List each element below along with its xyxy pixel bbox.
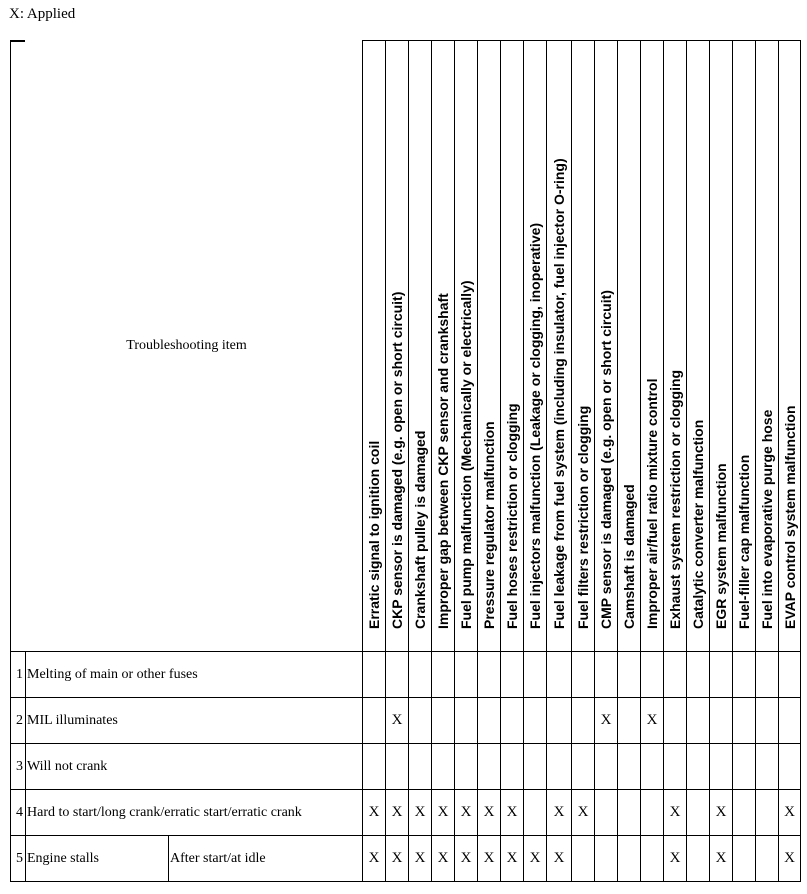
mark-cell [618, 698, 641, 744]
mark-cell [733, 744, 756, 790]
table-row [11, 698, 801, 744]
mark-cell [756, 698, 779, 744]
column-header-label: Erratic signal to ignition coil [366, 440, 382, 629]
column-header [432, 41, 455, 652]
column-header-label: Fuel injectors malfunction (Leakage or clogging, inoperative) [527, 222, 543, 629]
mark-cell [524, 652, 547, 698]
mark-cell [501, 698, 524, 744]
mark-cell [595, 744, 618, 790]
mark-cell [409, 744, 432, 790]
column-header [409, 41, 432, 652]
column-header-label: Fuel-filler cap malfunction [736, 454, 752, 629]
column-header-label: CKP sensor is damaged (e.g. open or short circuit) [389, 291, 405, 629]
mark-cell [687, 744, 710, 790]
mark-cell [572, 698, 595, 744]
mark-cell [572, 836, 595, 882]
column-header [687, 41, 710, 652]
mark-cell [455, 698, 478, 744]
column-header-label: Fuel filters restriction or clogging [575, 405, 591, 629]
mark-cell: X [478, 836, 501, 882]
column-header [478, 41, 501, 652]
column-header [618, 41, 641, 652]
column-header [363, 41, 386, 652]
mark-cell [687, 652, 710, 698]
row-number: 5 [11, 836, 26, 882]
row-item: Melting of main or other fuses [26, 652, 363, 698]
mark-cell: X [501, 836, 524, 882]
mark-cell [455, 652, 478, 698]
mark-cell [363, 744, 386, 790]
mark-cell [664, 744, 687, 790]
mark-cell: X [386, 836, 409, 882]
mark-cell [687, 836, 710, 882]
column-header [756, 41, 779, 652]
mark-cell [572, 652, 595, 698]
column-header [641, 41, 664, 652]
mark-cell [779, 652, 801, 698]
row-item: Will not crank [26, 744, 363, 790]
mark-cell [547, 744, 572, 790]
mark-cell [409, 698, 432, 744]
row-number: 2 [11, 698, 26, 744]
mark-cell: X [409, 790, 432, 836]
mark-cell: X [595, 698, 618, 744]
mark-cell [687, 790, 710, 836]
mark-cell: X [710, 836, 733, 882]
table-row [11, 836, 801, 882]
mark-cell: X [409, 836, 432, 882]
column-header [572, 41, 595, 652]
column-header [524, 41, 547, 652]
mark-cell: X [432, 790, 455, 836]
mark-cell: X [386, 698, 409, 744]
legend-note: X: Applied [9, 6, 76, 22]
mark-cell: X [779, 836, 801, 882]
mark-cell: X [572, 790, 595, 836]
mark-cell [595, 652, 618, 698]
mark-cell [524, 698, 547, 744]
mark-cell [363, 652, 386, 698]
mark-cell: X [641, 698, 664, 744]
column-header-label: Fuel hoses restriction or clogging [504, 403, 520, 629]
mark-cell [386, 652, 409, 698]
mark-cell [618, 790, 641, 836]
column-header-label: Fuel into evaporative purge hose [759, 409, 775, 629]
mark-cell: X [547, 836, 572, 882]
mark-cell [756, 836, 779, 882]
mark-cell [432, 698, 455, 744]
troubleshooting-item-header: Troubleshooting item [11, 41, 363, 652]
row-number: 1 [11, 652, 26, 698]
mark-cell: X [386, 790, 409, 836]
table-row [11, 790, 801, 836]
mark-cell [501, 652, 524, 698]
mark-cell [687, 698, 710, 744]
column-header [455, 41, 478, 652]
column-header-label: CMP sensor is damaged (e.g. open or short circuit) [598, 290, 614, 629]
column-header-label: Crankshaft pulley is damaged [412, 430, 428, 629]
mark-cell [641, 836, 664, 882]
column-header-label: Exhaust system restriction or clogging [667, 369, 683, 629]
mark-cell [710, 698, 733, 744]
mark-cell [478, 652, 501, 698]
mark-cell [664, 698, 687, 744]
mark-cell [710, 744, 733, 790]
mark-cell: X [363, 790, 386, 836]
mark-cell [386, 744, 409, 790]
row-item: Engine stalls [26, 836, 169, 882]
mark-cell [478, 744, 501, 790]
column-header-label: Improper air/fuel ratio mixture control [644, 378, 660, 629]
row-item: MIL illuminates [26, 698, 363, 744]
mark-cell [409, 652, 432, 698]
column-header [733, 41, 756, 652]
column-header-label: Catalytic converter malfunction [690, 419, 706, 629]
column-header [779, 41, 801, 652]
column-header [501, 41, 524, 652]
column-header-label: Camshaft is damaged [621, 484, 637, 629]
mark-cell [618, 836, 641, 882]
troubleshooting-table [10, 40, 801, 882]
column-header-label: Fuel pump malfunction (Mechanically or electrically) [458, 280, 474, 629]
mark-cell: X [432, 836, 455, 882]
column-header-label: Improper gap between CKP sensor and crankshaft [435, 293, 451, 629]
mark-cell [756, 790, 779, 836]
column-header [664, 41, 687, 652]
mark-cell [756, 652, 779, 698]
mark-cell [524, 790, 547, 836]
mark-cell: X [363, 836, 386, 882]
row-item: Hard to start/long crank/erratic start/erratic crank [26, 790, 363, 836]
row-number: 4 [11, 790, 26, 836]
mark-cell [595, 790, 618, 836]
row-sub-item: After start/at idle [169, 836, 363, 882]
mark-cell: X [524, 836, 547, 882]
mark-cell [547, 652, 572, 698]
mark-cell: X [455, 836, 478, 882]
mark-cell [478, 698, 501, 744]
mark-cell: X [710, 790, 733, 836]
mark-cell: X [455, 790, 478, 836]
header-row [11, 41, 801, 652]
mark-cell [363, 698, 386, 744]
mark-cell: X [779, 790, 801, 836]
mark-cell [756, 744, 779, 790]
mark-cell [733, 836, 756, 882]
mark-cell [664, 652, 687, 698]
mark-cell [501, 744, 524, 790]
mark-cell: X [664, 790, 687, 836]
table-row [11, 652, 801, 698]
mark-cell [572, 744, 595, 790]
column-header-label: EVAP control system malfunction [781, 405, 798, 629]
mark-cell [641, 652, 664, 698]
mark-cell [710, 652, 733, 698]
mark-cell [524, 744, 547, 790]
column-header [547, 41, 572, 652]
mark-cell [432, 652, 455, 698]
mark-cell [779, 698, 801, 744]
mark-cell [618, 652, 641, 698]
mark-cell: X [547, 790, 572, 836]
mark-cell [455, 744, 478, 790]
mark-cell [641, 790, 664, 836]
mark-cell [733, 698, 756, 744]
mark-cell [641, 744, 664, 790]
table-row [11, 744, 801, 790]
mark-cell [733, 652, 756, 698]
column-header [386, 41, 409, 652]
mark-cell: X [478, 790, 501, 836]
mark-cell [618, 744, 641, 790]
mark-cell [432, 744, 455, 790]
column-header-label: Pressure regulator malfunction [481, 421, 497, 629]
mark-cell: X [501, 790, 524, 836]
column-header [710, 41, 733, 652]
column-header-label: EGR system malfunction [713, 463, 729, 629]
mark-cell [733, 790, 756, 836]
mark-cell: X [664, 836, 687, 882]
row-number: 3 [11, 744, 26, 790]
column-header [595, 41, 618, 652]
mark-cell [779, 744, 801, 790]
mark-cell [595, 836, 618, 882]
mark-cell [547, 698, 572, 744]
column-header-label: Fuel leakage from fuel system (including insulator, fuel injector O-ring) [551, 158, 567, 629]
